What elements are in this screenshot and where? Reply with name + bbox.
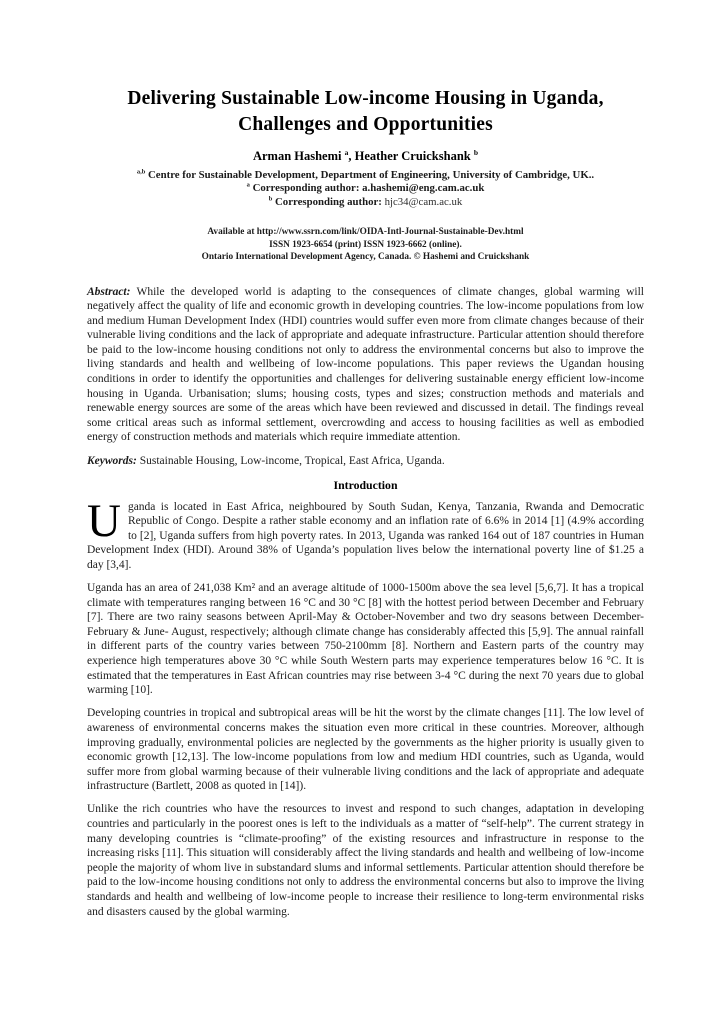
corresponding-superscript-a: a bbox=[246, 181, 250, 189]
intro-first-paragraph bbox=[87, 494, 644, 573]
body-paragraph-4: Unlike the rich countries who have the resources to invest and respond to such changes, adaptation in developing countries and particularly in the poorest ones is left to the individuals as a matter of “self-help”. The current strategy in many developing countries is “climate-proofing” of the existing resources and infrastructure in response to the increasing risks [11]. This situation will considerably affect the living standards and health and wellbeing of low-income people the majority of whom live in substandard slums and informal settlements. Particular attention should therefore be paid to the low-income housing conditions not only to address the environmental concerns but also to improve the living standards and health and wellbeing of low-income people to increase their resilience to long-term environmental risks and disasters caused by the global warming. bbox=[87, 803, 644, 918]
drop-cap-letter: U bbox=[87, 494, 121, 547]
availability-url-line: Available at http://www.ssrn.com/link/OIDA-Intl-Journal-Sustainable-Dev.html bbox=[207, 227, 524, 237]
paper-title-line-2: Challenges and Opportunities bbox=[238, 114, 493, 135]
corresponding-email-b: hjc34@cam.ac.uk bbox=[384, 195, 463, 208]
body-paragraph-3: Developing countries in tropical and subtropical areas will be hit the worst by the climate changes [11]. The low level of awareness of environmental concerns makes the situation even more critical in these countries. Moreover, although improving gradually, environmental policies are neglected by the governments as the higher priority is usually given to economic growth [12,13]. The low-income populations from low and medium HDI countries, such as Uganda, would suffer more from global warming because of their vulnerable living conditions and the lack of appropriate and adequate infrastructure (Bartlett, 2008 as quoted in [14]). bbox=[87, 707, 644, 793]
corresponding-label-b: Corresponding author: bbox=[275, 195, 382, 208]
affiliation-line bbox=[87, 169, 644, 182]
author-superscript-b: b bbox=[473, 147, 479, 157]
corresponding-email-a: a.hashemi@eng.cam.ac.uk bbox=[362, 182, 485, 194]
introduction-heading: Introduction bbox=[333, 477, 398, 492]
authors-line bbox=[87, 149, 644, 164]
publisher-copyright-line: Ontario International Development Agency, Canada. © Hashemi and Cruickshank bbox=[201, 252, 530, 262]
corresponding-label-a: Corresponding author: bbox=[252, 182, 360, 194]
page-content bbox=[87, 86, 644, 928]
keywords-text: Sustainable Housing, Low-income, Tropical, East Africa, Uganda. bbox=[139, 455, 445, 468]
abstract-label: Abstract: bbox=[87, 285, 131, 298]
affiliation-text: Centre for Sustainable Development, Department of Engineering, University of Cambridge, UK.. bbox=[148, 169, 595, 181]
author-superscript-a: a bbox=[344, 147, 349, 157]
affiliation-superscript: a,b bbox=[136, 168, 146, 176]
paper-title-line-1: Delivering Sustainable Low-income Housing in Uganda, bbox=[127, 88, 604, 109]
paper-title bbox=[87, 86, 644, 138]
abstract-paragraph bbox=[87, 285, 644, 446]
issn-line: ISSN 1923-6654 (print) ISSN 1923-6662 (online). bbox=[269, 239, 462, 250]
keywords-line bbox=[87, 454, 644, 469]
abstract-text: While the developed world is adapting to the consequences of climate changes, global warming will negatively affect the quality of life and economic growth in developing countries. The low-income populations from low and medium Human Development Index (HDI) countries would suffer even more from climate changes because of their vulnerable living conditions and the lack of appropriate and adequate infrastructure. Particular attention should therefore be paid to the low-income housing conditions not only to address the environmental concerns but also to improve the living standards and health and wellbeing of low-income populations. This paper reviews the Ugandan housing conditions in order to identify the opportunities and challenges for delivering sustainable energy efficient low-income housing in Uganda. Urbanisation; slums; housing costs, types and sizes; construction methods and materials and renewable energy sources are some of the areas which have been reviewed and discussed in detail. The findings reveal some critical areas such as informal settlement, overcrowding and access to housing facilities as well as embodied energy of construction methods and materials which require immediate attention. bbox=[87, 285, 644, 444]
corresponding-author-a bbox=[87, 182, 644, 196]
journal-availability-block bbox=[87, 226, 644, 264]
intro-first-paragraph-text: ganda is located in East Africa, neighboured by South Sudan, Kenya, Tanzania, Rwanda and Democratic Republic of Congo. Despite a rather stable economy and an inflation rate of 6.6% in 2014 [1] (4.9% according to [2], Uganda suffers from high poverty rates. In 2013, Uganda was ranked 164 out of 187 countries in Human Development Index (HDI). Around 38% of Uganda’s population lives below the international poverty line of $1.25 a day [3,4]. bbox=[87, 500, 644, 571]
corresponding-superscript-b: b bbox=[268, 194, 273, 202]
keywords-label: Keywords: bbox=[87, 455, 137, 468]
corresponding-author-b bbox=[87, 196, 644, 210]
author-separator: , bbox=[348, 149, 352, 163]
body-paragraph-2: Uganda has an area of 241,038 Km² and an average altitude of 1000-1500m above the sea level [5,6,7]. It has a tropical climate with temperatures ranging between 16 °C and 30 °C [8] with the hottest period between December and February [7]. There are two rainy seasons between April-May & October-November and two dry seasons between December-February & June- August, respectively; although climate change has considerably affected this [5,9]. The annual rainfall in different parts of the country varies between 750-2100mm [8]. Northern and Eastern parts of the country may experience high temperatures above 30 °C while South Western parts may experience temperatures below 16 °C. It is estimated that the temperatures in East African countries may rise between 3-4 °C during the next 70 years due to global warming [10]. bbox=[87, 582, 644, 697]
author-name-1: Arman Hashemi bbox=[252, 149, 342, 163]
author-name-2: Heather Cruickshank bbox=[354, 149, 471, 163]
